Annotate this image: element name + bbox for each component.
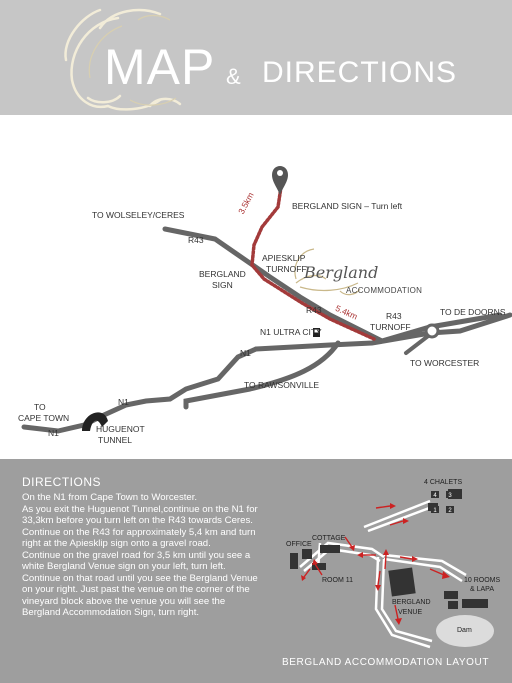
label-n1-low: N1 bbox=[118, 397, 129, 407]
office-building-2 bbox=[302, 549, 312, 559]
label-to-de-doorns: TO DE DOORNS bbox=[440, 307, 506, 317]
venue-building bbox=[388, 567, 415, 596]
label-r43-turnoff: TURNOFF bbox=[370, 322, 411, 332]
arrow-1 bbox=[376, 506, 390, 508]
label-r43-top: R43 bbox=[188, 235, 204, 245]
office-building bbox=[290, 553, 298, 569]
chalet-number: 4 bbox=[433, 493, 437, 499]
label-cottage: COTTAGE bbox=[312, 535, 346, 542]
label-r43: R43 bbox=[386, 311, 402, 321]
label-room-11: ROOM 11 bbox=[322, 577, 353, 584]
r43-interchange bbox=[426, 325, 438, 337]
road-rawsonville bbox=[186, 343, 338, 407]
label-distance-5-4km: 5.4km bbox=[333, 303, 360, 322]
directions-panel bbox=[0, 459, 512, 683]
header-banner bbox=[0, 0, 512, 115]
label-to: TO bbox=[34, 402, 46, 412]
chalet-number: 2 bbox=[448, 508, 452, 514]
label-distance-3-5km: 3.5km bbox=[236, 190, 256, 216]
layout-road-top-2 bbox=[368, 507, 432, 531]
label-n1-left: N1 bbox=[48, 428, 59, 438]
directions-paragraph: Continue on the gravel road for 3,5 km until you see a white Bergland Venue sign on your left, turn left. bbox=[22, 549, 251, 572]
label-bergland: BERGLAND bbox=[199, 269, 246, 279]
label-huguenot: HUGUENOT bbox=[96, 424, 145, 434]
directions-paragraph: On the N1 from Cape Town to Worcester. bbox=[22, 492, 198, 503]
label-n1-ultra-city: N1 ULTRA CITY bbox=[260, 327, 322, 337]
rooms-building-3 bbox=[448, 601, 458, 609]
chalet-number: 3 bbox=[448, 493, 452, 499]
directions-paragraph: Continue on that road until you see the Bergland Venue on your right. Just past the venue on the corner of the vineyard block above the venue you will see the Bergland Accommodation Sign, turn right. bbox=[22, 572, 258, 618]
road-network bbox=[0, 115, 512, 459]
label-cape-town: CAPE TOWN bbox=[18, 413, 70, 423]
chalet-number: 1 bbox=[433, 508, 437, 514]
label-to-wolseley-ceres: TO WOLSELEY/CERES bbox=[92, 210, 185, 220]
logo-tagline: ACCOMMODATION bbox=[346, 286, 423, 295]
label-bergland-sign-turn-left: BERGLAND SIGN – Turn left bbox=[292, 201, 403, 211]
label-tunnel: TUNNEL bbox=[98, 435, 133, 445]
label-n1-mid: N1 bbox=[240, 348, 251, 358]
arrowhead-1 bbox=[390, 503, 396, 509]
layout-title: BERGLAND ACCOMMODATION LAYOUT bbox=[282, 657, 490, 668]
directions-title: DIRECTIONS bbox=[22, 475, 102, 489]
route-map bbox=[0, 115, 512, 459]
cottage-building bbox=[320, 545, 340, 553]
label-4-chalets: 4 CHALETS bbox=[424, 479, 463, 486]
arrowhead-2 bbox=[403, 518, 409, 524]
rooms-building-1 bbox=[444, 591, 458, 599]
directions-paragraph: Continue on the R43 for approximately 5,4 km and turn right at the Apiesklip sign onto a gravel road. bbox=[22, 526, 256, 549]
label-venue: VENUE bbox=[398, 609, 423, 616]
label-10-rooms: 10 ROOMS bbox=[464, 577, 501, 584]
label-apiesklip: APIESKLIP bbox=[262, 253, 306, 263]
label-lapa: & LAPA bbox=[470, 586, 494, 593]
accommodation-layout-map bbox=[0, 459, 512, 683]
arrow-10 bbox=[430, 569, 444, 575]
arrowhead-7 bbox=[412, 556, 418, 562]
arrow-9 bbox=[385, 555, 386, 569]
label-to-worcester: TO WORCESTER bbox=[410, 358, 480, 368]
header-ampersand: & bbox=[226, 64, 241, 89]
arrowhead-11 bbox=[395, 618, 402, 625]
label-r43-mid: R43 bbox=[306, 305, 322, 315]
arrowhead-9 bbox=[383, 549, 389, 555]
label-sign: SIGN bbox=[212, 280, 233, 290]
directions-paragraph: As you exit the Huguenot Tunnel,continue on the N1 for 33,3km before you turn left on the R43 towards Ceres. bbox=[22, 503, 258, 526]
rooms-building-2 bbox=[462, 599, 488, 608]
header-title: MAP bbox=[104, 39, 216, 95]
label-dam: Dam bbox=[457, 627, 472, 634]
logo-name: Bergland bbox=[304, 263, 379, 282]
label-to-rawsonville: TO RAWSONVILLE bbox=[244, 380, 320, 390]
label-bergland: BERGLAND bbox=[392, 599, 431, 606]
label-apiesklip-turnoff: TURNOFF bbox=[266, 264, 307, 274]
location-pin-icon bbox=[272, 166, 288, 197]
header-subtitle: DIRECTIONS bbox=[262, 56, 458, 89]
label-office: OFFICE bbox=[286, 541, 312, 548]
